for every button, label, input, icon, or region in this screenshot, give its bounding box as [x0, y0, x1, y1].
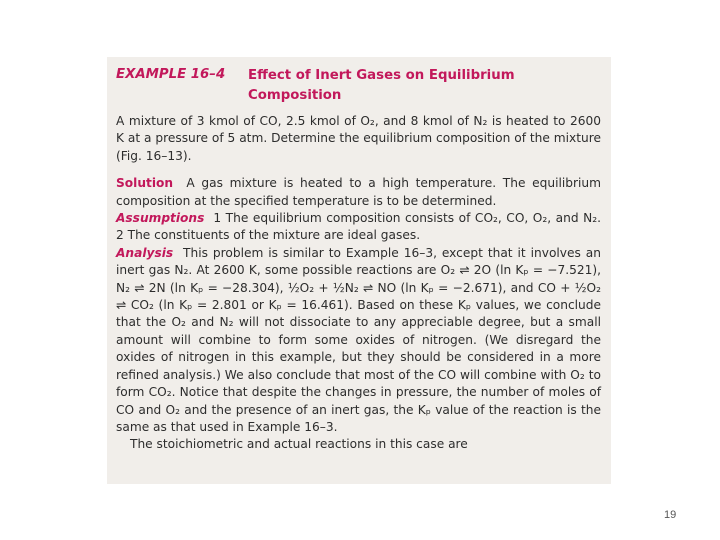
analysis-paragraph	[116, 245, 601, 436]
analysis-heading: Analysis	[116, 245, 174, 260]
problem-statement: A mixture of 3 kmol of CO, 2.5 kmol of O₂, and 8 kmol of N₂ is heated to 2600 K at a pressure of 5 atm. Determine the equilibrium composition of the mixture (Fig. 16–13).	[116, 114, 601, 163]
solution-text: A gas mixture is heated to a high temperature. The equilibrium composition at the specified temperature is to be determined.	[116, 176, 601, 208]
assumptions-heading: Assumptions	[116, 211, 205, 226]
assumptions-paragraph	[116, 210, 601, 245]
closing-sentence: The stoichiometric and actual reactions in this case are	[130, 437, 468, 452]
analysis-text: This problem is similar to Example 16–3, except that it involves an inert gas N₂. At 2600 K, some possible reactions are O₂ ⇌ 2O (ln Kₚ = −7.521), N₂ ⇌ 2N (ln Kₚ = −28.304), ½O₂ + ½N₂ ⇌ NO (ln Kₚ = −2.671), and CO + ½O₂ ⇌ CO₂ (ln Kₚ = 2.801 or Kₚ = 16.461). Based on these Kₚ values, we conclude that the O₂ and N₂ will not dissociate to any appreciable degree, but a small amount will combine to form some oxides of nitrogen. (We disregard the oxides of nitrogen in this example, but they should be considered in a more refined analysis.) We also conclude that most of the CO will combine with O₂ to form CO₂. Notice that despite the changes in pressure, the number of moles of CO and O₂ and the presence of an inert gas, the Kₚ value of the reaction is the same as that used in Example 16–3.	[116, 245, 601, 434]
example-header	[116, 66, 601, 106]
assumptions-text: 1 The equilibrium composition consists of CO₂, CO, O₂, and N₂. 2 The constituents of the mixture are ideal gases.	[116, 211, 602, 243]
solution-paragraph	[116, 175, 601, 210]
textbook-excerpt	[107, 57, 611, 484]
page-number: 19	[664, 509, 677, 521]
solution-heading: Solution	[116, 176, 174, 191]
example-title: Effect of Inert Gases on Equilibrium Composition	[248, 68, 515, 103]
example-label: EXAMPLE 16–4	[116, 67, 226, 82]
